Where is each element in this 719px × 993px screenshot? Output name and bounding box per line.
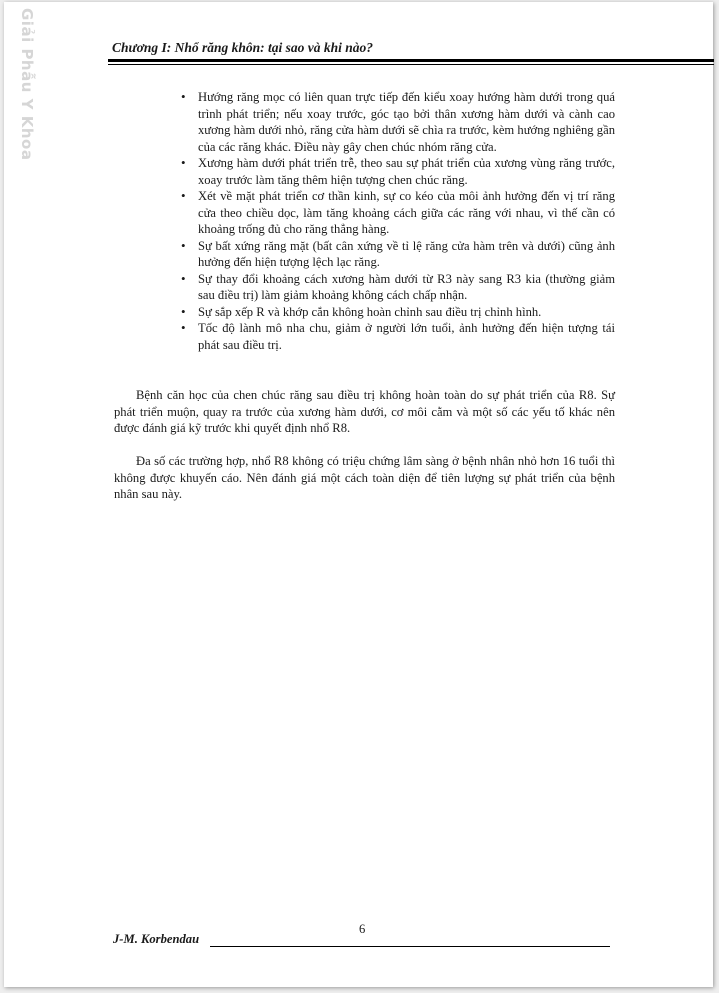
bullet-item: • Xét về mặt phát triển cơ thần kinh, sự co kéo của môi ảnh hưởng đến vị trí răng cửa theo chiều dọc, làm tăng khoảng cách giữa các răng với nhau, vì thế cần có khoảng trống đủ cho răng thẳng hàng. xyxy=(181,188,615,238)
bullet-item: • Sự thay đổi khoảng cách xương hàm dưới từ R3 này sang R3 kia (thường giảm sau điều trị) làm giảm khoảng không cách chấp nhận. xyxy=(181,271,615,304)
watermark: Giải Phẫu Y Khoa xyxy=(18,8,36,161)
header-rule-thin xyxy=(108,64,714,65)
bullet-list xyxy=(181,89,615,353)
header-rule xyxy=(108,59,714,62)
bullet-item: • Hướng răng mọc có liên quan trực tiếp đến kiểu xoay hướng hàm dưới trong quá trình phát triển; nếu xoay trước, góc tạo bởi thân xương hàm dưới và cành cao xương hàm dưới nhỏ, răng cửa hàm dưới sẽ chìa ra trước, kèm hướng nghiêng gần của các răng khác. Điều này gây chen chúc nhóm răng cửa. xyxy=(181,89,615,155)
chapter-title: Chương I: Nhổ răng khôn: tại sao và khi nào? xyxy=(112,40,374,55)
bullet-item: • Xương hàm dưới phát triển trễ, theo sau sự phát triển của xương vùng răng trước, xoay trước làm tăng thêm hiện tượng chen chúc răng. xyxy=(181,155,615,188)
footer-rule xyxy=(210,946,610,947)
bullet-item: • Tốc độ lành mô nha chu, giảm ở người lớn tuổi, ảnh hưởng đến hiện tượng tái phát sau điều trị. xyxy=(181,320,615,353)
document-page xyxy=(4,2,713,987)
bullet-item: • Sự bất xứng răng mặt (bất cân xứng về tỉ lệ răng cửa hàm trên và dưới) cũng ảnh hưởng đến hiện tượng lệch lạc răng. xyxy=(181,238,615,271)
footer-author: J-M. Korbendau xyxy=(113,932,200,946)
bullet-item: • Sự sắp xếp R và khớp cắn không hoàn chỉnh sau điều trị chỉnh hình. xyxy=(181,304,615,321)
body-paragraph: Bệnh căn học của chen chúc răng sau điều trị không hoàn toàn do sự phát triển của R8. Sự phát triển muộn, quay ra trước của xương hàm dưới, cơ môi cằm và một số các yếu tố khác nên được đánh giá kỹ trước khi quyết định nhổ R8. xyxy=(114,388,615,435)
body-paragraph: Đa số các trường hợp, nhổ R8 không có triệu chứng lâm sàng ở bệnh nhân nhỏ hơn 16 tuổi thì không được khuyến cáo. Nên đánh giá một cách toàn diện để tiên lượng sự phát triển của bệnh nhân sau này. xyxy=(114,454,615,501)
page-number: 6 xyxy=(359,922,366,936)
